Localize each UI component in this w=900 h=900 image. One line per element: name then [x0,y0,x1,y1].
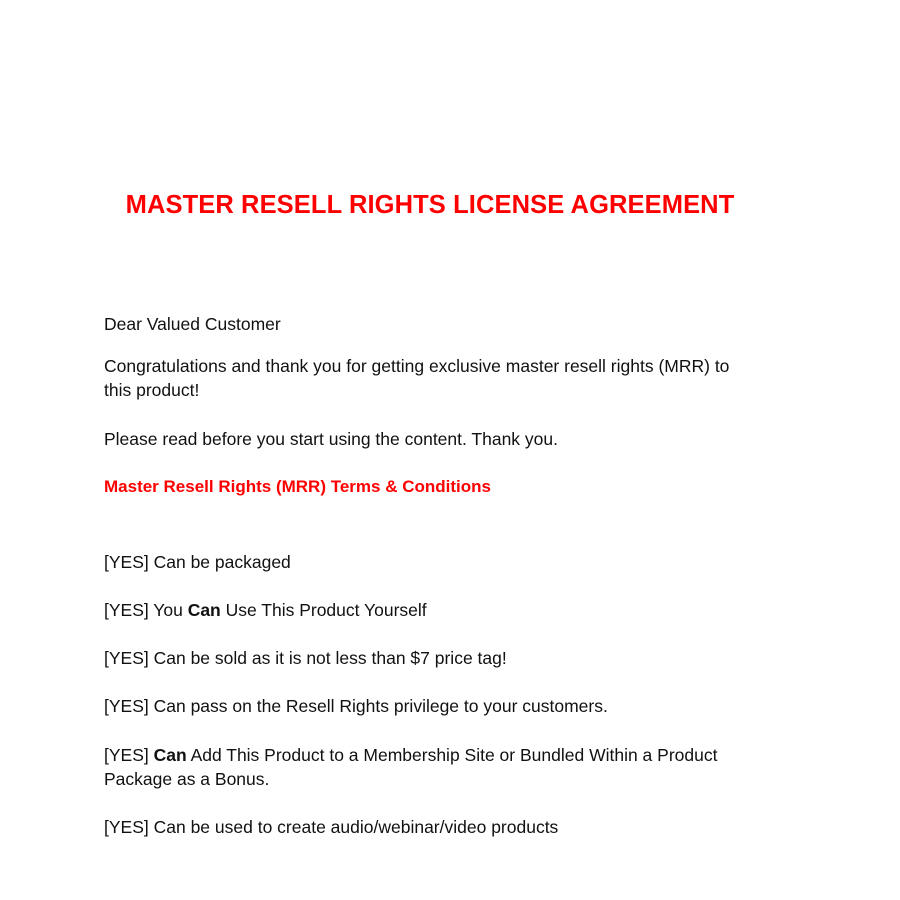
term-text-bold: Can [187,600,221,621]
term-spacer [104,622,744,646]
term-item [104,694,744,718]
term-text-prefix: [YES] Can be used to create audio/webinar/video products [104,816,559,837]
term-text-suffix: Use This Product Yourself [220,600,427,621]
term-text-prefix: [YES] Can pass on the Resell Rights privilege to your customers. [104,696,608,717]
term-text-prefix: [YES] Can be packaged [104,552,291,572]
read-notice-text: Please read before you start using the content. Thank you. [104,429,558,449]
term-spacer [104,670,744,694]
term-text-suffix: Add This Product to a Membership Site or Bundled Within a Product Package as a Bonus. [104,744,718,789]
terms-heading-block [104,475,744,498]
term-item [104,646,744,670]
term-text-prefix: [YES] Can be sold as it is not less than $7 price tag! [104,648,507,669]
salutation-text: Dear Valued Customer [104,314,281,334]
page-title: MASTER RESELL RIGHTS LICENSE AGREEMENT [125,191,735,219]
term-item [104,743,744,791]
term-spacer [104,574,744,598]
term-spacer [104,791,744,815]
term-item [104,550,744,574]
term-spacer [104,719,744,743]
terms-heading: Master Resell Rights (MRR) Terms & Conditions [104,477,491,496]
term-item [104,815,744,839]
terms-list [104,550,744,839]
term-text-prefix: [YES] [104,744,154,765]
term-item [104,598,744,622]
term-text-bold: Can [153,744,187,765]
intro-text: Congratulations and thank you for getting exclusive master resell rights (MRR) to this product! [104,356,730,401]
read-notice-block [104,427,744,451]
intro-block [104,354,744,402]
term-text-prefix: [YES] You [104,600,188,621]
salutation-block [104,312,744,336]
